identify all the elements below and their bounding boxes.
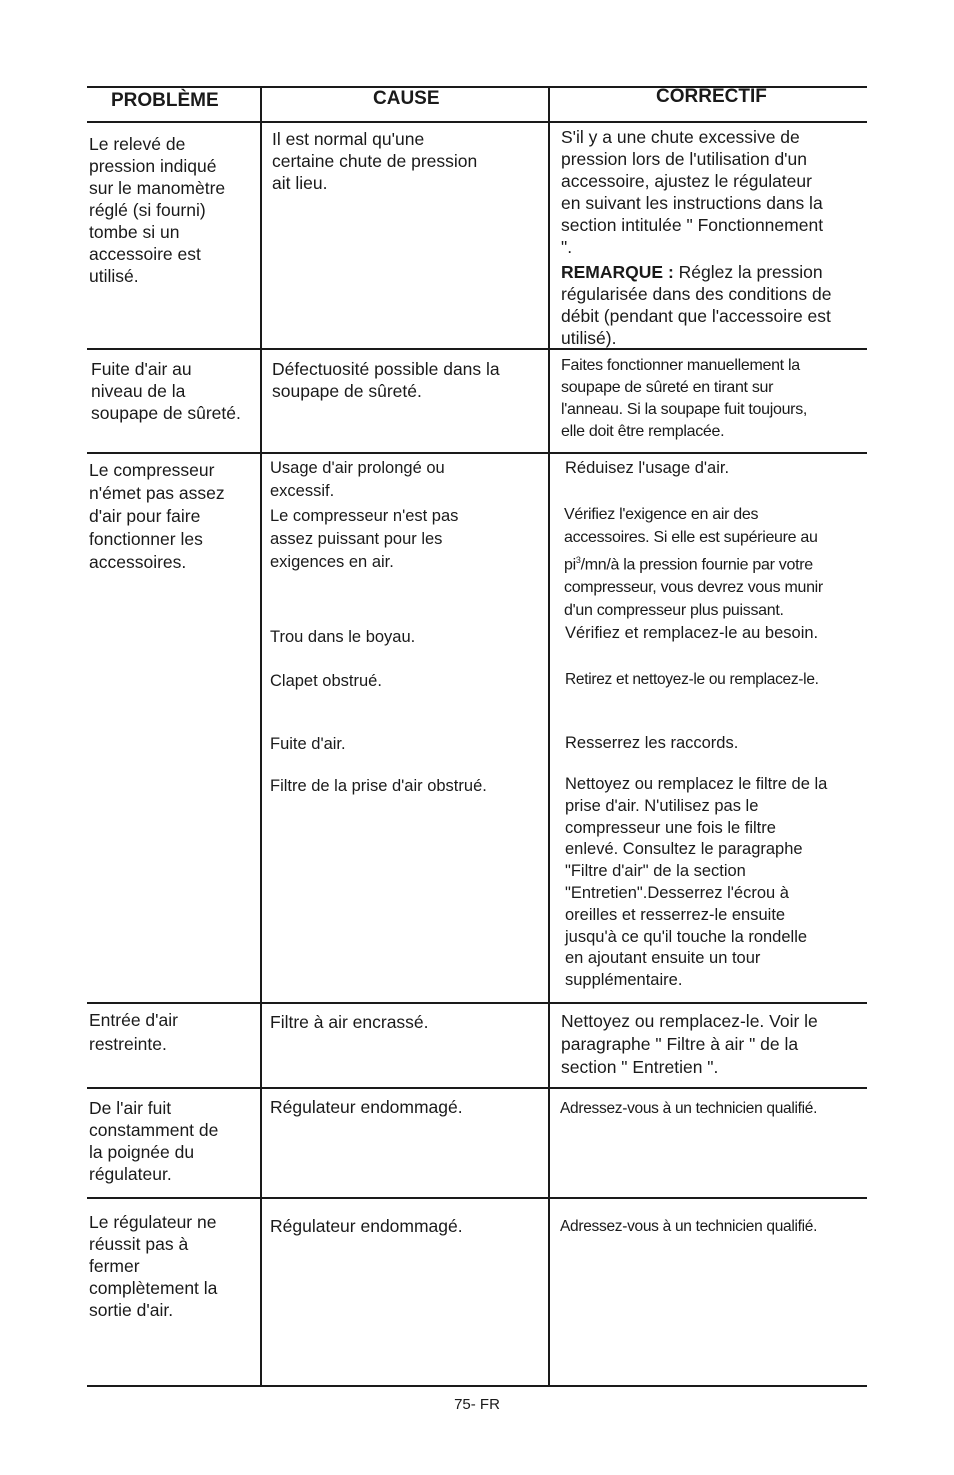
row3-correctif-5: Resserrez les raccords. [565,734,739,752]
table-bottom-rule [87,1385,867,1387]
page-number: 75- FR [454,1396,500,1413]
header-rule [87,121,867,123]
row4-correctif: Nettoyez ou remplacez-le. Voir le paragraphe " Filtre à air " de la section " Entretien ". [561,1011,818,1077]
column-divider-2 [548,88,550,1385]
row3-correctif-3: Vérifiez et remplacez-le au besoin. [565,624,819,642]
remarque-text: Réglez la pression régularisée dans des conditions de débit (pendant que l'accessoire est utilisé). [561,262,832,348]
row3-probleme: Le compresseur n'émet pas assez d'air pour faire fonctionner les accessoires. [89,460,225,572]
row3-correctif-6: Nettoyez ou remplacez le filtre de la prise d'air. N'utilisez pas le compresseur une fois le filtre enlevé. Consultez le paragraphe "Filtre d'air" de la section "Entretien".Desserrez l'écrou à oreilles et resserrez-le ensuite jusqu'à ce qu'il touche la rondelle en ajoutant ensuite un tour supplémentaire. [565,775,828,990]
row6-probleme: Le régulateur ne réussit pas à fermer complètement la sortie d'air. [89,1212,218,1320]
header-probleme: PROBLÈME [111,90,219,111]
row-rule-2 [87,452,867,454]
row3-cause-2: Le compresseur n'est pas assez puissant pour les exigences en air. [270,507,459,571]
row2-cause: Défectuosité possible dans la soupape de sûreté. [272,359,500,401]
row3-cause-5: Fuite d'air. [270,735,346,753]
column-divider-1 [260,88,262,1385]
row6-cause: Régulateur endommagé. [270,1216,463,1236]
cubic-superscript: 3 [575,555,581,565]
row4-cause: Filtre à air encrassé. [270,1012,429,1032]
header-cause: CAUSE [373,88,440,109]
remarque-label: REMARQUE : [561,262,674,282]
row4-probleme: Entrée d'air restreinte. [89,1010,178,1054]
row3-cause-3: Trou dans le boyau. [270,628,416,646]
header-correctif: CORRECTIF [656,86,767,107]
row-rule-4 [87,1087,867,1089]
row5-probleme: De l'air fuit constamment de la poignée du régulateur. [89,1098,219,1184]
row5-correctif: Adressez-vous à un technicien qualifié. [560,1100,818,1117]
row3-correctif-2 [564,503,823,622]
row1-remarque [561,261,831,349]
row3-correctif-2a: Vérifiez l'exigence en air des accessoires. Si elle est supérieure au pi [564,506,818,574]
row3-correctif-4: Retirez et nettoyez-le ou remplacez-le. [565,671,819,688]
row3-cause-1: Usage d'air prolongé ou excessif. [270,459,445,500]
row3-cause-4: Clapet obstrué. [270,672,382,690]
row1-probleme: Le relevé de pression indiqué sur le manomètre réglé (si fourni) tombe si un accessoire est utilisé. [89,134,226,286]
row1-correctif: S'il y a une chute excessive de pression lors de l'utilisation d'un accessoire, ajustez le régulateur en suivant les instructions dans la section intitulée " Fonctionnement ". [561,127,824,257]
row2-probleme: Fuite d'air au niveau de la soupape de sûreté. [91,359,241,423]
row-rule-5 [87,1197,867,1199]
row-rule-3 [87,1002,867,1004]
row5-cause: Régulateur endommagé. [270,1097,463,1117]
row3-correctif-2b: /mn/à la pression fournie par votre compresseur, vous devrez vous munir d'un compresseur plus puissant. [564,556,823,620]
row1-cause: Il est normal qu'une certaine chute de pression ait lieu. [272,129,478,193]
row3-correctif-1: Réduisez l'usage d'air. [565,459,730,477]
row6-correctif: Adressez-vous à un technicien qualifié. [560,1218,818,1235]
row2-correctif: Faites fonctionner manuellement la soupape de sûreté en tirant sur l'anneau. Si la soupape fuit toujours, elle doit être remplacée. [561,357,808,440]
row3-cause-6: Filtre de la prise d'air obstrué. [270,777,487,795]
